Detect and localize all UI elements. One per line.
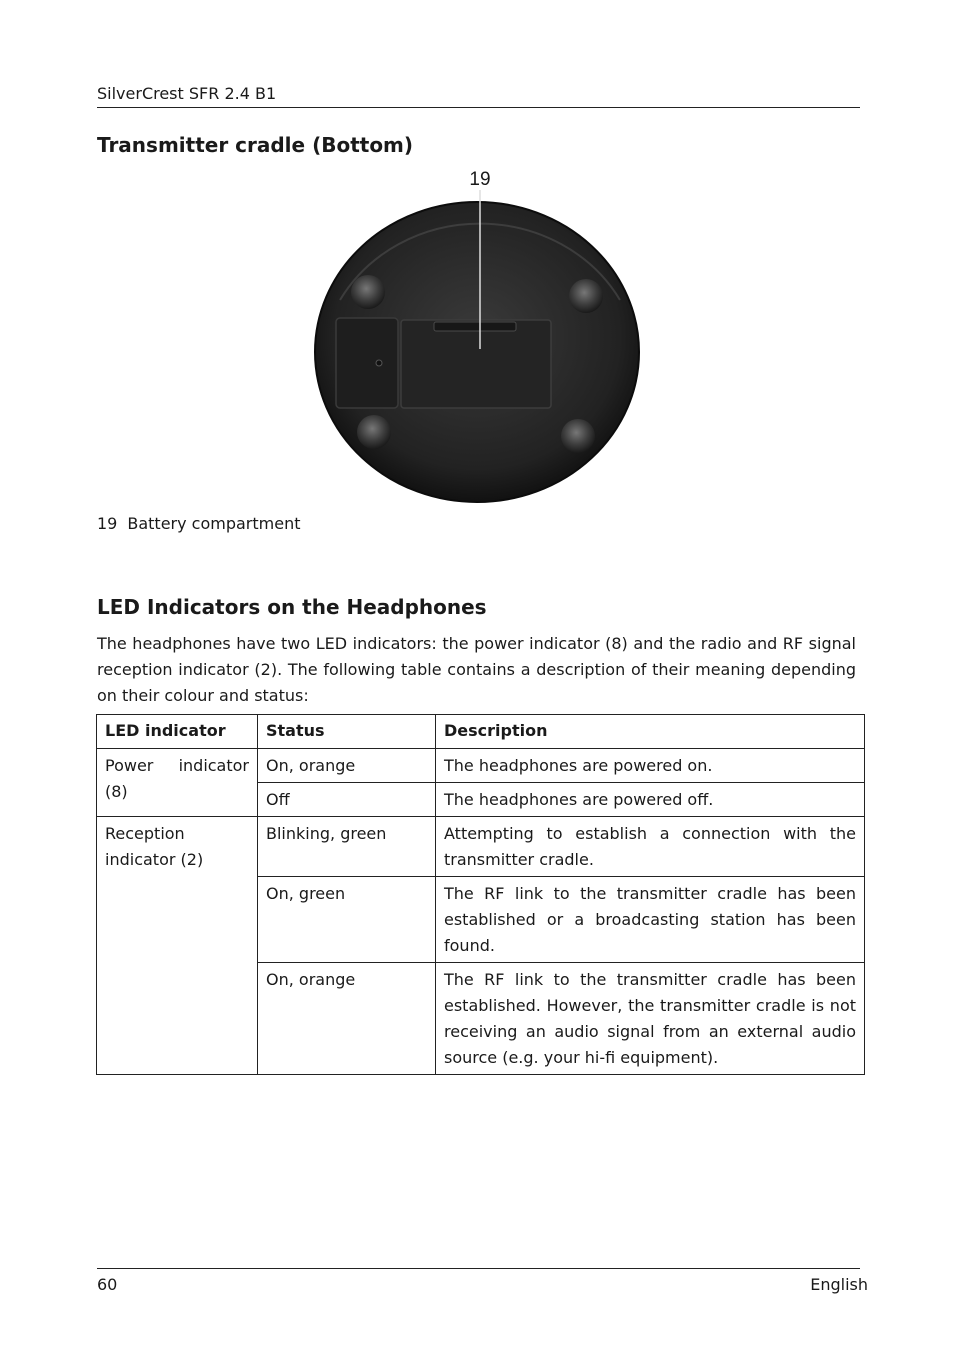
status-cell: On, orange xyxy=(258,749,436,783)
caption-text: Battery compartment xyxy=(127,514,301,533)
table-header-row xyxy=(97,715,865,749)
description-cell: Attempting to establish a connection with the transmitter cradle. xyxy=(436,817,865,877)
status-cell: On, green xyxy=(258,877,436,963)
rubber-foot xyxy=(357,415,391,449)
header-status: Status xyxy=(258,715,436,749)
header-description: Description xyxy=(436,715,865,749)
description-cell: The headphones are powered on. xyxy=(436,749,865,783)
battery-latch xyxy=(434,322,516,331)
page-header: SilverCrest SFR 2.4 B1 xyxy=(97,84,860,108)
callout-number: 19 xyxy=(469,169,491,190)
header-led-indicator: LED indicator xyxy=(97,715,258,749)
intro-paragraph: The headphones have two LED indicators: the power indicator (8) and the radio and RF signal reception indicator (2). The following table contains a description of their meaning depending on their colour and status: xyxy=(97,634,856,705)
rubber-foot xyxy=(561,419,595,453)
screw-hole xyxy=(376,360,382,366)
table-row xyxy=(97,817,865,877)
status-cell: Off xyxy=(258,783,436,817)
led-indicator-table xyxy=(96,714,865,1075)
description-cell: The RF link to the transmitter cradle has been established. However, the transmitter cradle is not receiving an audio signal from an external audio source (e.g. your hi-fi equipment). xyxy=(436,963,865,1075)
indicator-cell: Reception indicator (2) xyxy=(97,817,258,1075)
left-panel xyxy=(336,318,398,408)
footer-language: English xyxy=(810,1275,868,1294)
section-heading-transmitter-cradle: Transmitter cradle (Bottom) xyxy=(97,133,414,157)
section-heading-led-indicators: LED Indicators on the Headphones xyxy=(97,595,487,619)
transmitter-cradle-bottom-photo xyxy=(300,160,660,510)
table-row xyxy=(97,749,865,783)
figure-caption xyxy=(97,514,301,533)
battery-compartment-cover xyxy=(401,320,551,408)
indicator-cell: Power indicator (8) xyxy=(97,749,258,817)
page-number: 60 xyxy=(97,1275,118,1294)
status-cell: Blinking, green xyxy=(258,817,436,877)
footer-divider xyxy=(97,1268,860,1269)
status-cell: On, orange xyxy=(258,963,436,1075)
caption-number: 19 xyxy=(97,514,118,533)
description-cell: The headphones are powered off. xyxy=(436,783,865,817)
rubber-foot xyxy=(351,275,385,309)
description-cell: The RF link to the transmitter cradle has been established or a broadcasting station has been found. xyxy=(436,877,865,963)
rubber-foot xyxy=(569,279,603,313)
